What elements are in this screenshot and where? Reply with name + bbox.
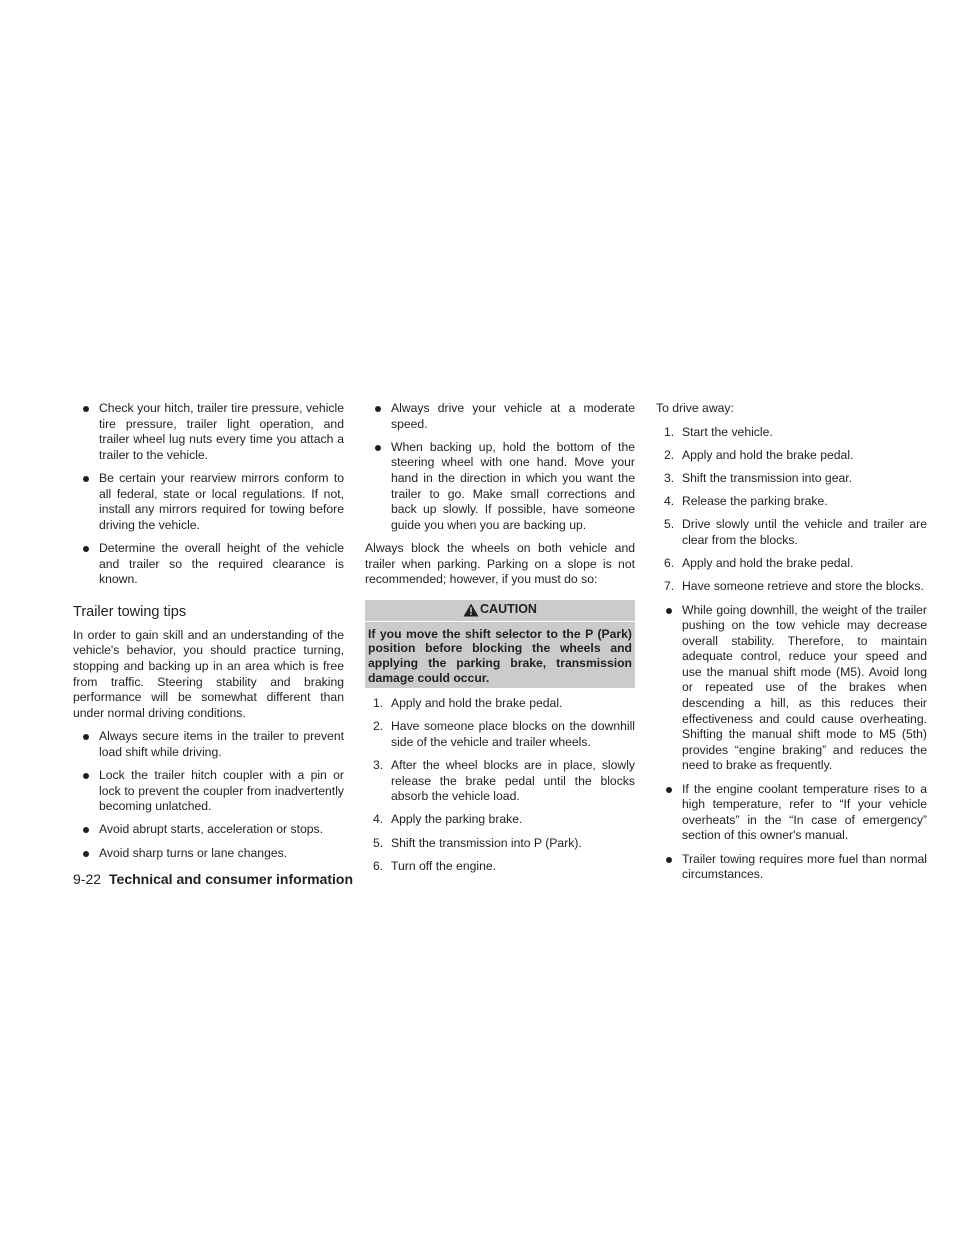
page-footer [73, 870, 353, 888]
section-heading: Trailer towing tips [73, 603, 187, 620]
bullet-icon [666, 787, 672, 793]
list-item: 1. Start the vehicle. [664, 424, 773, 439]
bullet-icon [666, 857, 672, 863]
list-item: 6. Apply and hold the brake pedal. [664, 556, 854, 571]
bullet-icon [83, 773, 89, 779]
list-item: 4. Release the parking brake. [664, 494, 828, 509]
list-item: 7. Have someone retrieve and store the blocks. [664, 579, 924, 594]
list-item: Avoid abrupt starts, acceleration or stops. [73, 822, 344, 838]
caution-text: If you move the shift selector to the P (Park) position before blocking the wheels and applying the parking brake, transmission damage could occur. [368, 626, 632, 685]
bullet-list-downhill [656, 603, 927, 883]
caution-title: CAUTION [480, 602, 537, 617]
bullet-list-hitch-checks [73, 401, 344, 588]
list-item: 3. After the wheel blocks are in place, slowly release the brake pedal until the blocks absorb the vehicle load. [373, 758, 635, 804]
list-item: Always secure items in the trailer to prevent load shift while driving. [73, 729, 344, 760]
list-item: 2. Have someone place blocks on the downhill side of the vehicle and trailer wheels. [373, 719, 635, 749]
column-right [656, 401, 927, 890]
bullet-icon [83, 827, 89, 833]
list-item: While going downhill, the weight of the trailer pushing on the tow vehicle may decrease overall stability. Therefore, to maintain adequate control, reduce your speed and use the manual shift mode (M5). Avoid long or repeated use of the brakes when descending a hill, as this reduces their effectiveness and could cause overheating. Shifting the manual shift mode to M5 (5th) provides “engine braking” and reduces the need to brake as frequently. [656, 603, 927, 775]
bullet-list-towing-tips [73, 729, 344, 861]
list-item: 4. Apply the parking brake. [373, 812, 523, 827]
list-item: Determine the overall height of the vehicle and trailer so the required clearance is known. [73, 541, 344, 588]
bullet-icon [83, 546, 89, 552]
bullet-icon [375, 406, 381, 412]
column-middle [365, 401, 635, 882]
warning-triangle-icon [463, 603, 479, 617]
bullet-icon [83, 734, 89, 740]
caution-box [365, 600, 635, 688]
list-item: If the engine coolant temperature rises to a high temperature, refer to “If your vehicle overheats” in the “In case of emergency” section of this owner's manual. [656, 782, 927, 844]
drive-away-steps [656, 425, 927, 595]
list-item: 2. Apply and hold the brake pedal. [664, 447, 854, 462]
list-item: Trailer towing requires more fuel than normal circumstances. [656, 852, 927, 883]
section-title: Technical and consumer information [109, 871, 354, 887]
bullet-icon [666, 608, 672, 614]
drive-away-intro: To drive away: [656, 401, 734, 415]
list-item: Avoid sharp turns or lane changes. [73, 846, 344, 862]
list-item: Check your hitch, trailer tire pressure, vehicle tire pressure, trailer light operation, and trailer wheel lug nuts every time you attach a trailer to the vehicle. [73, 401, 344, 463]
intro-paragraph: In order to gain skill and an understanding of the vehicle's behavior, you should practice turning, stopping and backing up in an area which is free from traffic. Steering stability and braking performance will be somewhat different than under normal driving conditions. [73, 627, 344, 720]
list-item: 5. Drive slowly until the vehicle and trailer are clear from the blocks. [664, 517, 927, 547]
bullet-icon [375, 445, 381, 451]
parking-steps [365, 696, 635, 874]
caution-header [365, 600, 635, 622]
bullet-list-driving [365, 401, 635, 533]
bullet-icon [83, 851, 89, 857]
list-item: Be certain your rearview mirrors conform to all federal, state or local regulations. If not, install any mirrors required for towing before driving the vehicle. [73, 471, 344, 533]
bullet-icon [83, 406, 89, 412]
bullet-icon [83, 476, 89, 482]
list-item: Always drive your vehicle at a moderate speed. [365, 401, 635, 432]
list-item: 1. Apply and hold the brake pedal. [373, 696, 563, 711]
page-number: 9-22 [73, 871, 102, 887]
list-item: When backing up, hold the bottom of the steering wheel with one hand. Move your hand in the direction in which you want the trailer to go. Make small corrections and back up slowly. If possible, have someone guide you when you are backing up. [365, 440, 635, 534]
list-item: 6. Turn off the engine. [373, 858, 497, 873]
column-left [73, 401, 344, 869]
list-item: Lock the trailer hitch coupler with a pin or lock to prevent the coupler from inadvertently becoming unlatched. [73, 768, 344, 815]
parking-paragraph: Always block the wheels on both vehicle and trailer when parking. Parking on a slope is not recommended; however, if you must do so: [365, 540, 635, 587]
list-item: 3. Shift the transmission into gear. [664, 470, 853, 485]
list-item: 5. Shift the transmission into P (Park). [373, 835, 582, 850]
